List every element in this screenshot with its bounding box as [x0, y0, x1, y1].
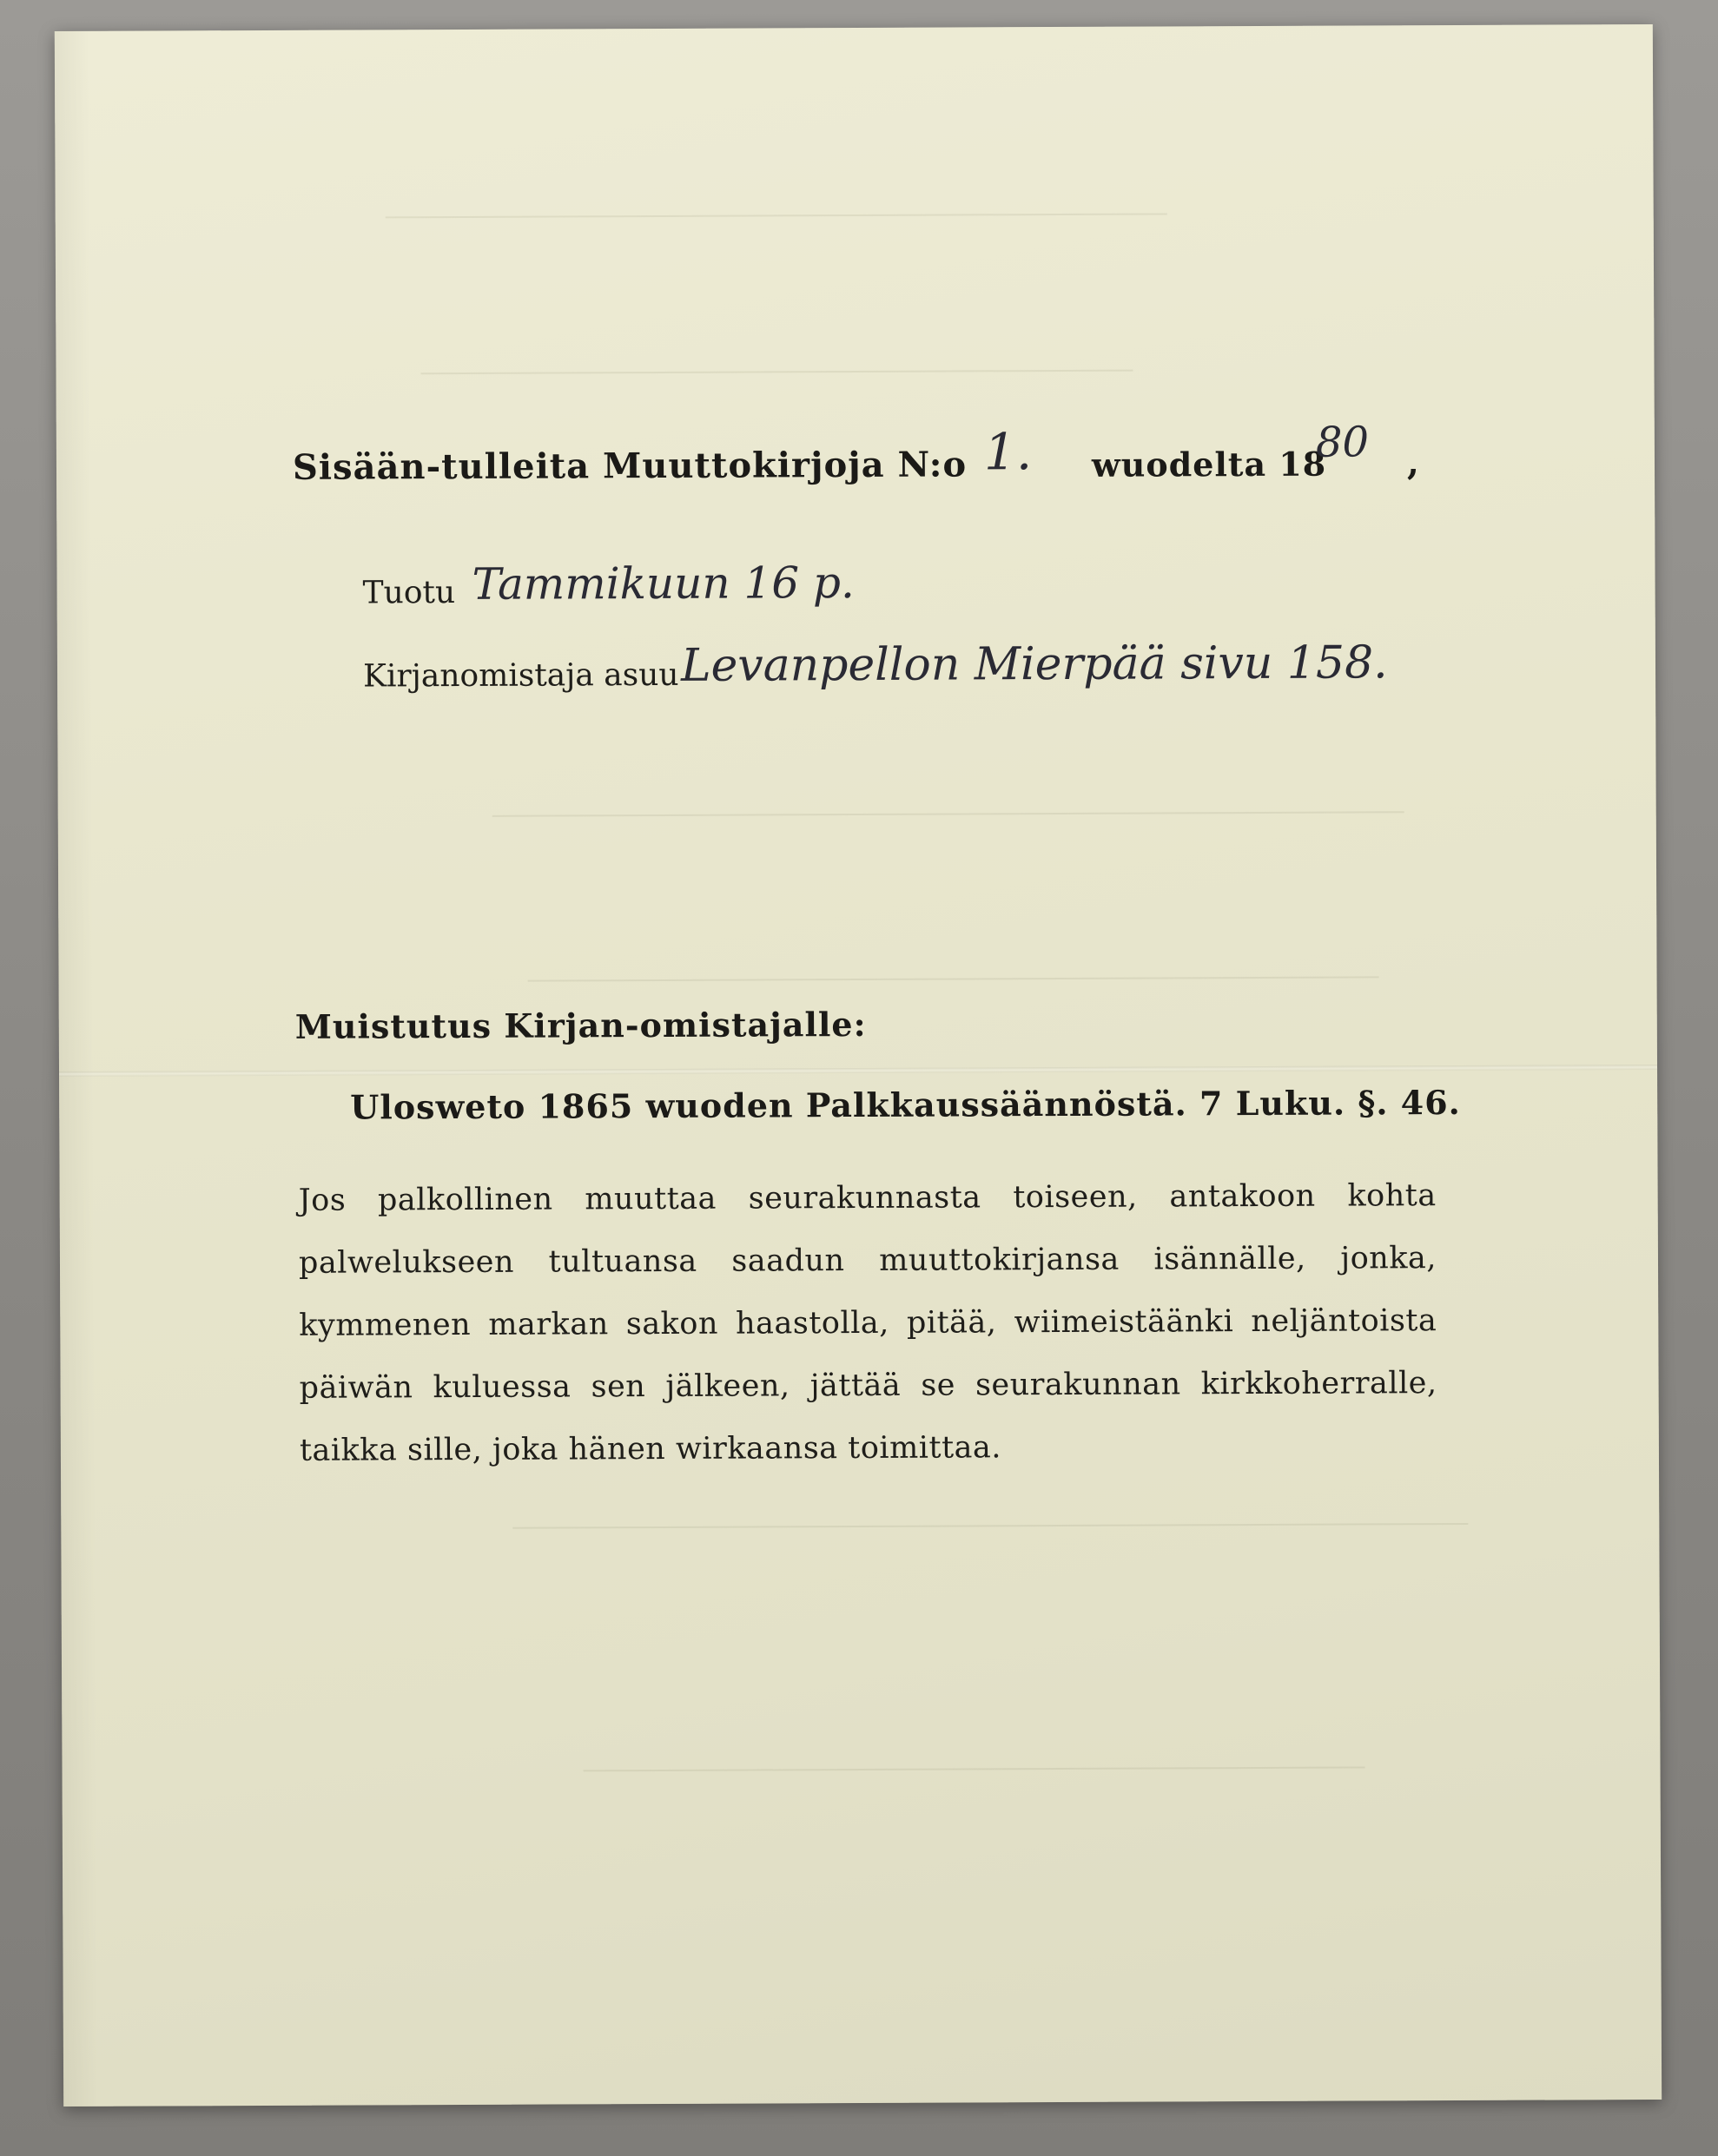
show-through-line — [421, 370, 1133, 375]
title-prefix: Sisään-tulleita Muuttokirjoja N:o — [292, 444, 968, 488]
show-through-line — [512, 1523, 1468, 1529]
reminder-heading: Muistutus Kirjan-omistajalle: — [294, 1004, 867, 1046]
show-through-line — [386, 213, 1167, 218]
document-sheet — [55, 24, 1662, 2107]
owner-residence-handwritten: Levanpellon Mierpää sivu 158. — [680, 636, 1388, 692]
statute-heading: Ulosweto 1865 wuoden Palkkaussäännöstä. 7 Luku. §. 46. — [350, 1082, 1461, 1127]
title-year-label: wuodelta 18 — [1091, 444, 1327, 485]
brought-handwritten-date: Tammikuun 16 p. — [472, 557, 856, 610]
owner-residence-label: Kirjanomistaja asuu — [362, 656, 679, 695]
statute-body-text: Jos palkollinen muuttaa seurakunnasta toiseen, antakoon kohta palwelukseen tultuansa saadun muuttokirjansa isännälle, jonka, kymmenen markan sakon haastolla, pitää, wiimeistäänki neljäntoista päiwän kuluessa sen jälkeen, jättää se seurakunnan kirkkoherralle, taikka sille, joka hänen wirkaansa toimittaa. — [298, 1178, 1437, 1468]
show-through-line — [584, 1766, 1365, 1771]
title-comma: , — [1406, 442, 1421, 484]
title-handwritten-number: 1. — [983, 422, 1033, 482]
title-handwritten-year: 80 — [1315, 418, 1370, 467]
brought-label: Tuotu — [362, 575, 456, 611]
show-through-line — [492, 811, 1404, 817]
horizontal-fold-crease — [59, 1065, 1657, 1077]
show-through-line — [528, 976, 1379, 981]
